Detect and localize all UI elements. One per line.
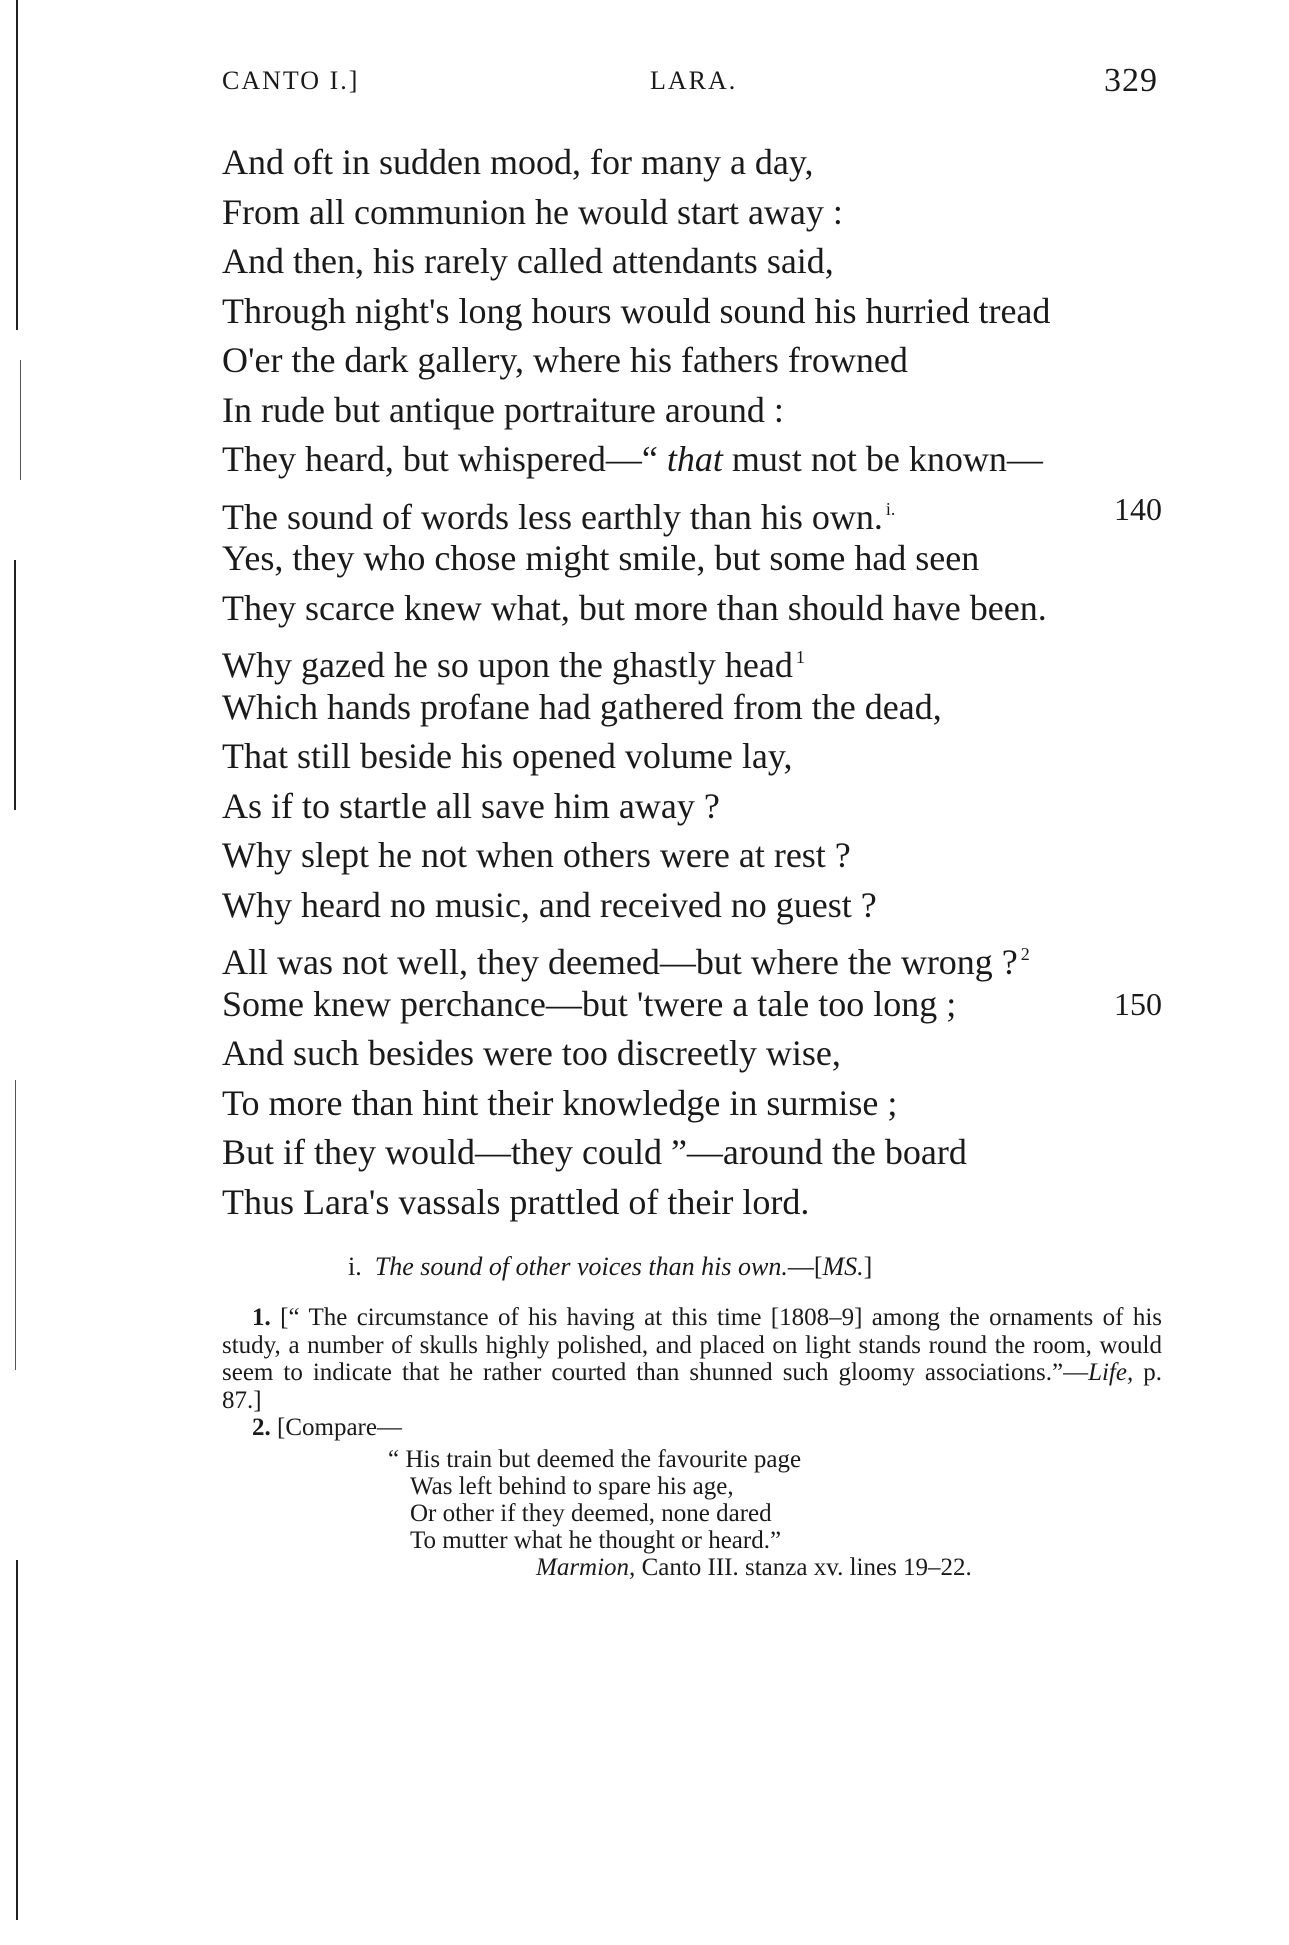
poem-line: To more than hint their knowledge in surmise ;: [222, 1082, 898, 1123]
poem-line: They scarce knew what, but more than should have been.: [222, 587, 1047, 628]
poem-line: That still beside his opened volume lay,: [222, 736, 793, 776]
footnote-2: [222, 1414, 1162, 1442]
poem-line: Through night's long hours would sound his hurried tread: [222, 290, 1051, 331]
binding-rule: [16, 1560, 18, 1920]
italic-word: that: [666, 439, 723, 479]
poem-line: They heard, but whispered—“ that must not be known—: [222, 439, 1043, 479]
footnote-source: Life,: [1088, 1359, 1134, 1386]
header-title: LARA.: [650, 66, 738, 95]
binding-rule: [16, 0, 18, 330]
poem-line: But if they would—they could ”—around the board: [222, 1132, 967, 1172]
variant-label: i.: [348, 1252, 362, 1281]
poem-line: Which hands profane had gathered from the dead,: [222, 686, 942, 727]
quote-line: Was left behind to spare his age,: [410, 1472, 734, 1500]
page-number: 329: [1104, 62, 1158, 99]
footnote-1: 1. [“ The circumstance of his having at this time [1808–9] among the ornaments of his study, a number of skulls highly polished, and placed on light stands round the room, would seem to indicate that he rather courted than shunned such gloomy associations.”—Life, p. 87.]: [222, 1304, 1162, 1414]
binding-rule: [15, 1080, 16, 1370]
variant-text: The sound of other voices than his own.: [374, 1252, 788, 1281]
binding-rule: [20, 360, 21, 480]
poem-line: From all communion he would start away :: [222, 191, 843, 232]
poem-line: And then, his rarely called attendants said,: [222, 241, 834, 281]
poem-line: Why heard no music, and received no guest ?: [222, 884, 877, 925]
footnote-text: [“ The circumstance of his having at this time [1808–9] among the ornaments of his study, a number of skulls highly polished, and placed on light stands round the room, would seem to indicate that he rather courted than shunned such gloomy associations.”—: [222, 1304, 1162, 1386]
variant-source: MS.: [822, 1252, 864, 1281]
poem-text: [222, 138, 1162, 1227]
quote-line: Or other if they deemed, none dared: [410, 1499, 772, 1527]
poem-line: And oft in sudden mood, for many a day,: [222, 142, 814, 182]
quote-source: Marmion, Canto III. stanza xv. lines 19–22.: [536, 1553, 972, 1581]
quoted-verse: [222, 1446, 1162, 1581]
footnotes: [222, 1304, 1162, 1581]
footnote-reference[interactable]: 1: [795, 647, 805, 667]
binding-rule: [14, 560, 16, 810]
poem-line: The sound of words less earthly than his own. $^{i.}$ 140: [222, 485, 1162, 535]
poem-line: Why gazed he so upon the ghastly head $^1$: [222, 645, 805, 685]
footnote-number: 2.: [252, 1414, 271, 1441]
poem-line: Thus Lara's vassals prattled of their lord.: [222, 1181, 810, 1222]
line-number: 150: [1114, 985, 1162, 1022]
quote-line: “ His train but deemed the favourite page: [388, 1445, 802, 1473]
header-canto: CANTO I.]: [222, 66, 360, 95]
poem-line: Some knew perchance—but 'twere a tale too long ; 150: [222, 980, 1162, 1030]
poem-line: In rude but antique portraiture around :: [222, 389, 784, 430]
variant-reading: i. The sound of other voices than his own.—[MS.]: [348, 1252, 873, 1281]
running-header: [222, 62, 1158, 106]
poem-line: O'er the dark gallery, where his fathers frowned: [222, 340, 908, 380]
poem-line: As if to startle all save him away ?: [222, 785, 720, 826]
poem-line: All was not well, they deemed—but where the wrong ? $^2$: [222, 942, 1030, 982]
quote-line: To mutter what he thought or heard.”: [410, 1526, 782, 1554]
poem-line: Why slept he not when others were at rest ?: [222, 835, 851, 875]
poem-line: And such besides were too discreetly wise,: [222, 1033, 841, 1073]
footnote-reference[interactable]: 2: [1020, 944, 1030, 964]
poem-line: Yes, they who chose might smile, but some had seen: [222, 538, 980, 578]
footnote-text: [Compare—: [277, 1414, 402, 1441]
variant-reference[interactable]: i.: [885, 498, 896, 519]
line-number: 140: [1114, 490, 1162, 527]
page-binding-edge: [0, 0, 36, 1945]
footnote-number: 1.: [252, 1304, 271, 1331]
